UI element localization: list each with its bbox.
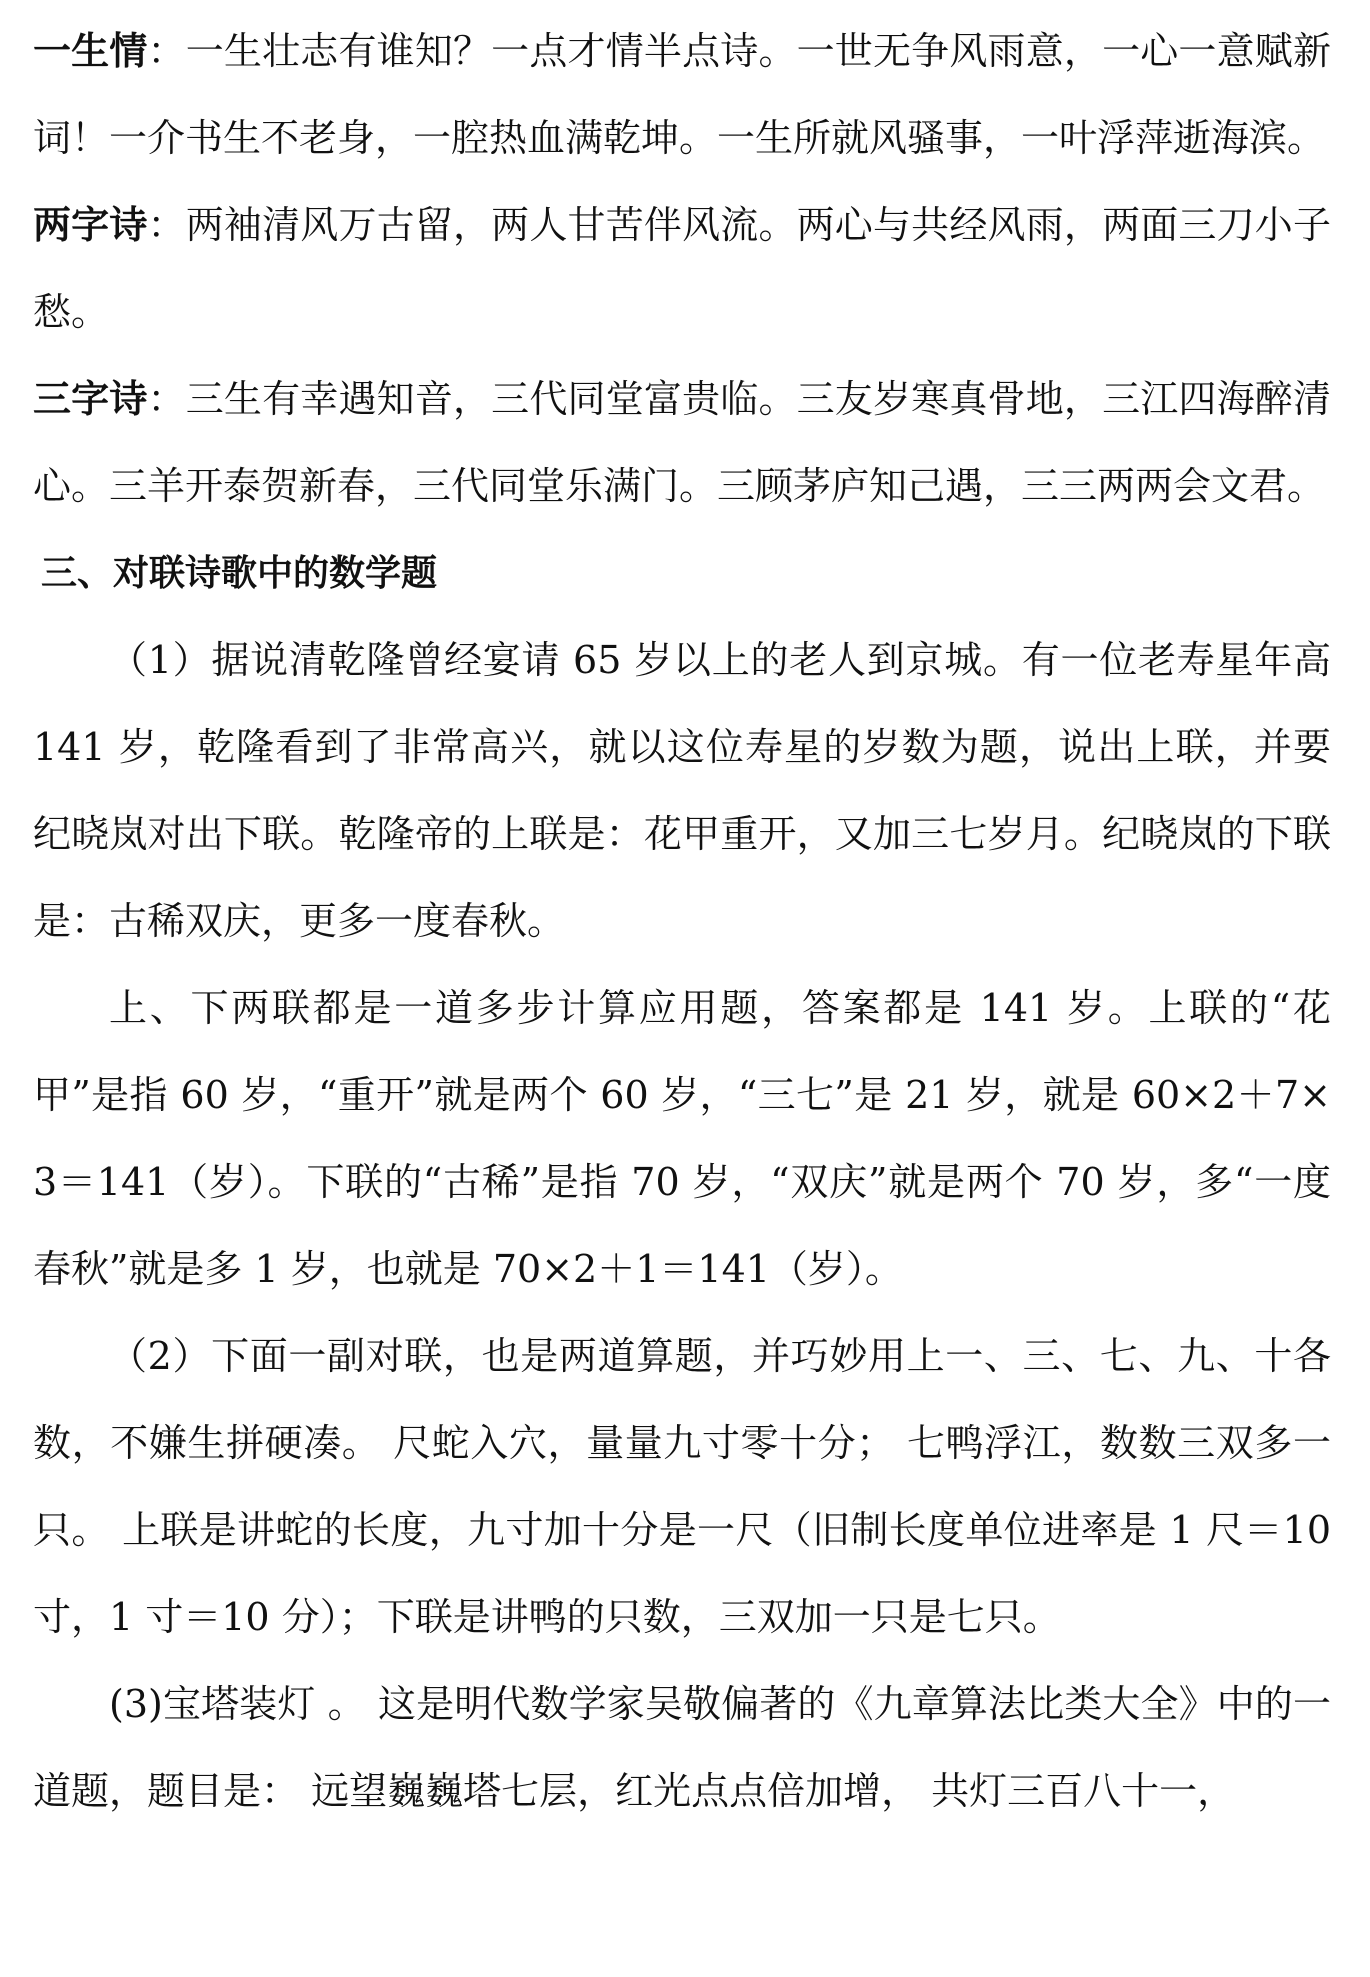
poem-sanzishi — [33, 356, 1331, 530]
poem-liangzishi — [33, 182, 1331, 356]
paragraph-pagoda-lamps: (3)宝塔装灯 。 这是明代数学家吴敬偏著的《九章算法比类大全》中的一道题，题目是： 远望巍巍塔七层，红光点点倍加增， 共灯三百八十一， — [33, 1682, 1331, 1813]
poem-text: 两袖清风万古留，两人甘苦伴风流。两心与共经风雨，两面三刀小子愁。 — [33, 203, 1331, 334]
poem-label: 两字诗 — [33, 203, 148, 247]
poem-separator: ： — [147, 29, 186, 73]
section-heading: 三、对联诗歌中的数学题 — [41, 553, 438, 594]
poem-separator: ： — [147, 377, 186, 421]
poem-text: 一生壮志有谁知？一点才情半点诗。一世无争风雨意，一心一意赋新词！一介书生不老身，一腔热血满乾坤。一生所就风骚事，一叶浮萍逝海滨。 — [33, 29, 1331, 160]
paragraph-couplet-1-explanation: 上、下两联都是一道多步计算应用题，答案都是 141 岁。上联的“花甲”是指 60 岁，“重开”就是两个 60 岁，“三七”是 21 岁，就是 60×2＋7×3＝141（岁）。下联的“古稀”是指 70 岁，“双庆”就是两个 70 岁，多“一度春秋”就是多 1 岁，也就是 70×2＋1＝141（岁）。 — [33, 986, 1331, 1291]
paragraph-couplet-2: （2）下面一副对联，也是两道算题，并巧妙用上一、三、七、九、十各数，不嫌生拼硬凑。 尺蛇入穴，量量九寸零十分； 七鸭浮江，数数三双多一只。 上联是讲蛇的长度，九寸加十分是一尺（旧制长度单位进率是 1 尺＝10 寸，1 寸＝10 分）；下联是讲鸭的只数，三双加一只是七只。 — [33, 1334, 1331, 1639]
poem-yishengqing — [33, 8, 1331, 182]
poem-label: 三字诗 — [33, 377, 148, 421]
document-page — [33, 0, 1331, 1835]
poem-separator: ： — [147, 203, 186, 247]
poem-text: 三生有幸遇知音，三代同堂富贵临。三友岁寒真骨地，三江四海醉清心。三羊开泰贺新春，三代同堂乐满门。三顾茅庐知己遇，三三两两会文君。 — [33, 377, 1331, 508]
poem-label: 一生情 — [33, 29, 148, 73]
paragraph-couplet-1: （1）据说清乾隆曾经宴请 65 岁以上的老人到京城。有一位老寿星年高 141 岁，乾隆看到了非常高兴，就以这位寿星的岁数为题，说出上联，并要纪晓岚对出下联。乾隆帝的上联是：花甲重开，又加三七岁月。纪晓岚的下联是：古稀双庆，更多一度春秋。 — [33, 638, 1331, 943]
